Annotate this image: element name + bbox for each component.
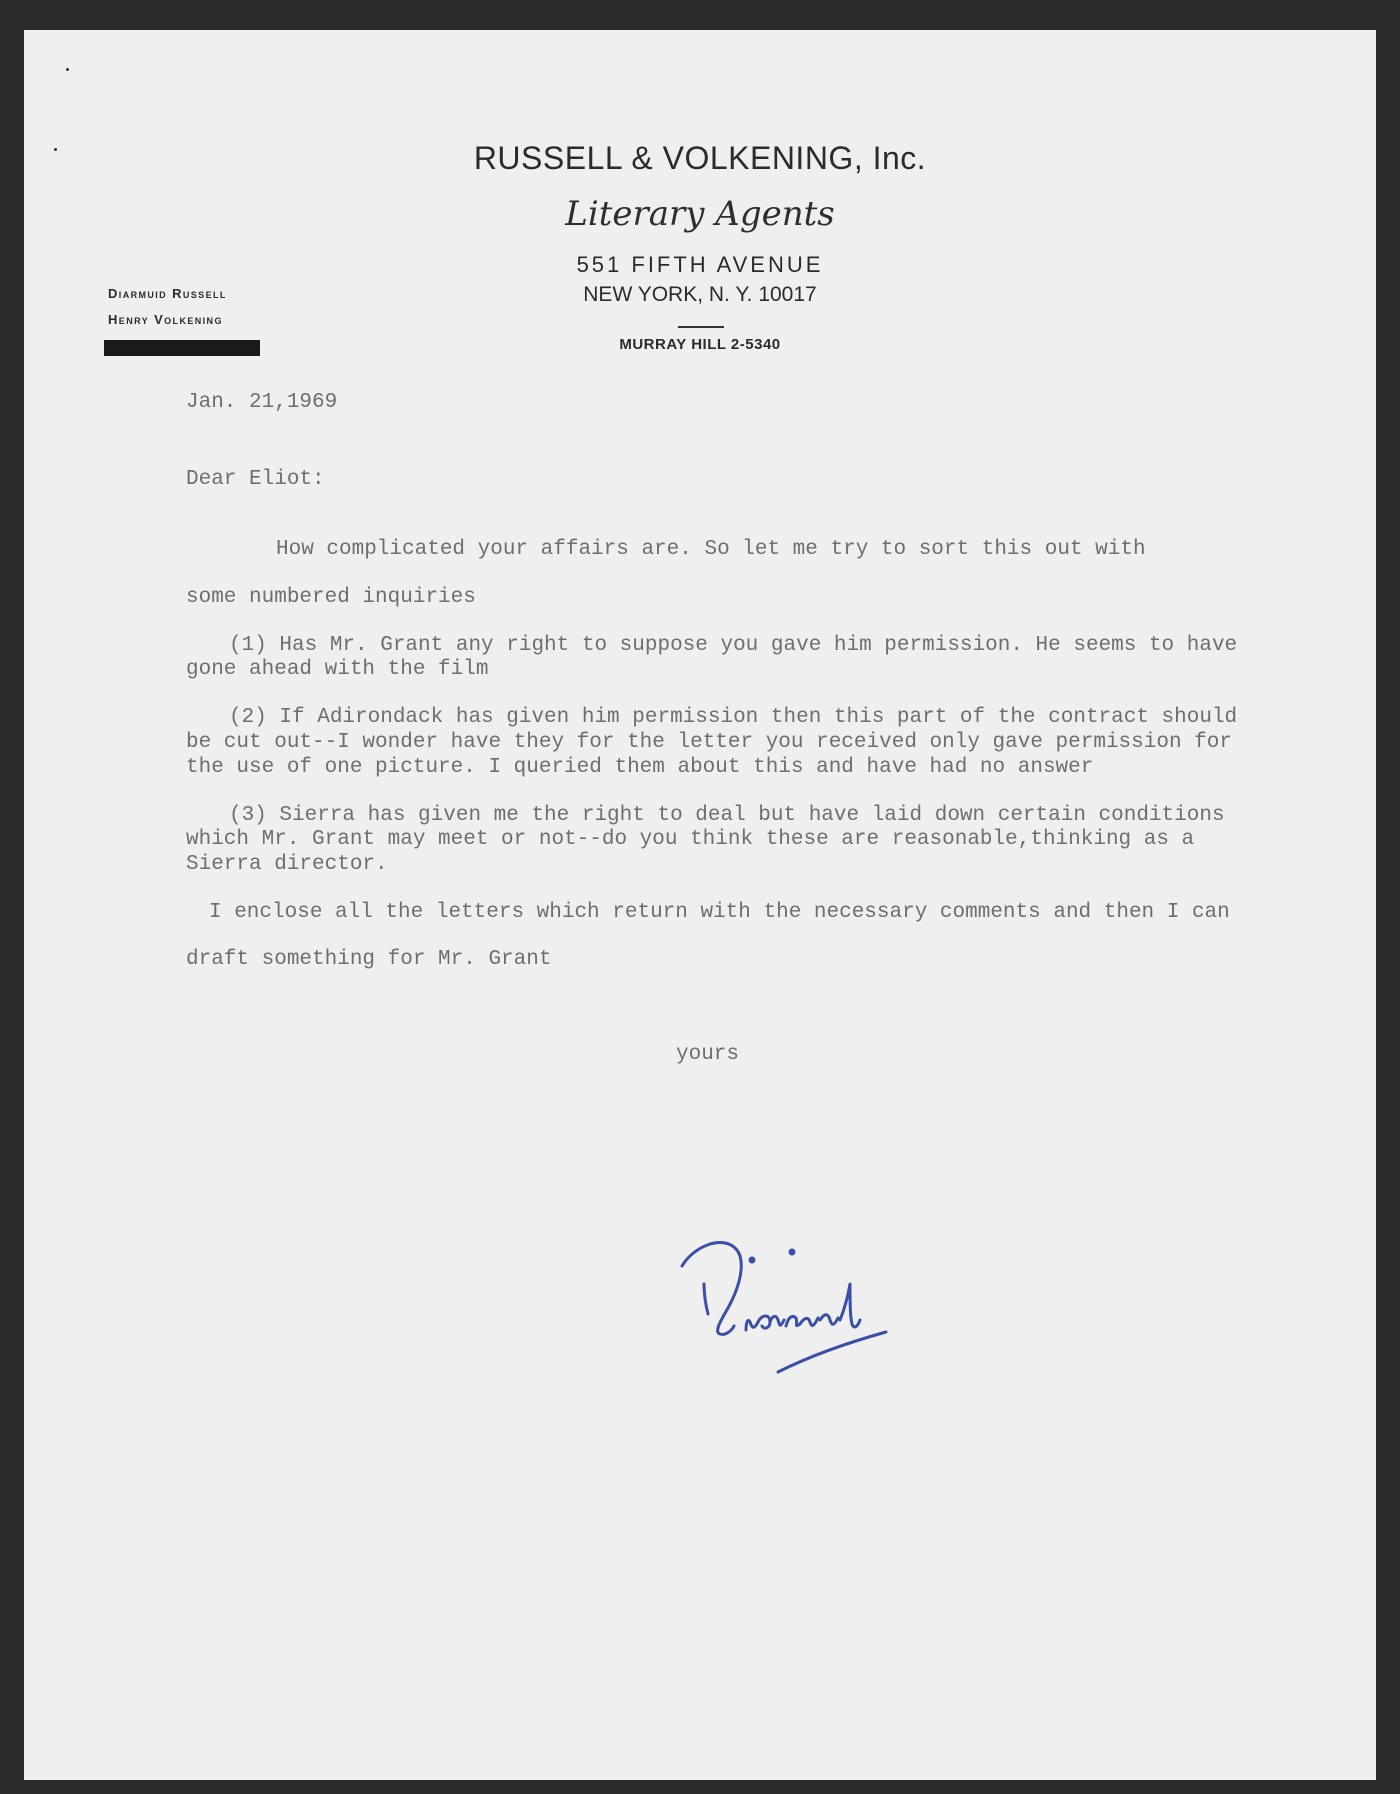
- body-line: Sierra director.: [186, 853, 388, 876]
- firm-tagline: Literary Agents: [565, 194, 835, 234]
- firm-name: RUSSELL & VOLKENING, Inc.: [473, 140, 927, 176]
- margin-mark: [66, 68, 69, 71]
- salutation: Dear Eliot:: [186, 468, 325, 491]
- valediction: yours: [676, 1043, 740, 1066]
- letter-page: [24, 30, 1376, 1780]
- body-line: (3) Sierra has given me the right to deal but have laid down certain conditions: [229, 804, 1225, 827]
- letter-date: Jan. 21,1969: [186, 391, 338, 414]
- partner-name: Henry Volkening: [108, 312, 223, 327]
- handwritten-signature: [674, 1230, 934, 1400]
- body-line: gone ahead with the film: [186, 658, 489, 681]
- body-line: which Mr. Grant may meet or not--do you think these are reasonable,thinking as a: [186, 828, 1195, 851]
- address-street: 551 FIFTH AVENUE: [576, 252, 824, 277]
- body-line: (2) If Adirondack has given him permission then this part of the contract should: [229, 706, 1238, 729]
- phone-number: MURRAY HILL 2-5340: [619, 336, 781, 353]
- address-city: NEW YORK, N. Y. 10017: [583, 283, 817, 306]
- partner-name: Diarmuid Russell: [108, 286, 227, 301]
- body-line: be cut out--I wonder have they for the letter you received only gave permission for: [186, 731, 1232, 754]
- letterhead-rule: [678, 326, 724, 328]
- body-line: I enclose all the letters which return with the necessary comments and then I can: [209, 901, 1230, 924]
- body-line: some numbered inquiries: [186, 586, 476, 609]
- body-line: the use of one picture. I queried them about this and have had no answer: [186, 756, 1094, 779]
- body-line: How complicated your affairs are. So let me try to sort this out with: [276, 538, 1146, 561]
- redaction-bar: [104, 340, 260, 356]
- body-line: (1) Has Mr. Grant any right to suppose you gave him permission. He seems to have: [229, 634, 1238, 657]
- body-line: draft something for Mr. Grant: [186, 948, 552, 971]
